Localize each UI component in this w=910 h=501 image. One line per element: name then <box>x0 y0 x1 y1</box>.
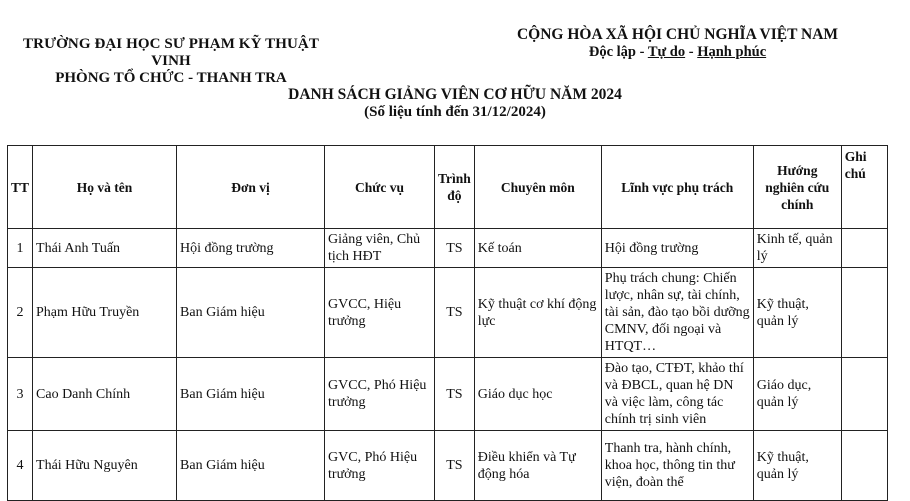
cell-unit: Ban Giám hiệu <box>177 431 325 501</box>
country-name: CỘNG HÒA XÃ HỘI CHỦ NGHĨA VIỆT NAM <box>516 26 839 43</box>
col-header-name: Họ và tên <box>33 146 177 229</box>
motto-independence: Độc lập <box>588 44 636 60</box>
cell-major: Kế toán <box>474 229 601 268</box>
cell-note <box>841 431 887 501</box>
department-name: PHÒNG TỔ CHỨC - THANH TRA <box>55 70 287 86</box>
cell-tt: 4 <box>8 431 33 501</box>
cell-field: Hội đồng trường <box>601 229 753 268</box>
cell-name: Thái Hữu Nguyên <box>33 431 177 501</box>
cell-note <box>841 268 887 358</box>
motto-separator: - <box>635 44 648 60</box>
cell-degree: TS <box>435 358 475 431</box>
col-header-degree: Trình độ <box>435 146 475 229</box>
cell-name: Cao Danh Chính <box>33 358 177 431</box>
university-name: TRƯỜNG ĐẠI HỌC SƯ PHẠM KỸ THUẬT VINH <box>23 36 319 69</box>
document-subtitle: (Số liệu tính đến 31/12/2024) <box>364 104 546 120</box>
cell-note <box>841 358 887 431</box>
institution-header <box>6 36 336 87</box>
table-row <box>8 358 888 431</box>
table-row <box>8 229 888 268</box>
cell-name: Thái Anh Tuấn <box>33 229 177 268</box>
col-header-unit: Đơn vị <box>177 146 325 229</box>
motto-freedom: Tự do <box>647 44 686 60</box>
cell-field: Phụ trách chung: Chiến lược, nhân sự, tài chính, tài sản, đào tạo bồi dưỡng CMNV, đối ngoại và HTQT… <box>601 268 753 358</box>
cell-field: Thanh tra, hành chính, khoa học, thông tin thư viện, đoàn thể <box>601 431 753 501</box>
cell-research: Kỹ thuật, quản lý <box>753 268 841 358</box>
cell-major: Giáo dục học <box>474 358 601 431</box>
cell-degree: TS <box>435 229 475 268</box>
cell-tt: 2 <box>8 268 33 358</box>
cell-field: Đào tạo, CTĐT, khảo thí và ĐBCL, quan hệ DN và việc làm, công tác chính trị sinh viên <box>601 358 753 431</box>
cell-degree: TS <box>435 431 475 501</box>
col-header-field: Lĩnh vực phụ trách <box>601 146 753 229</box>
cell-research: Kinh tế, quản lý <box>753 229 841 268</box>
document-title: DANH SÁCH GIẢNG VIÊN CƠ HỮU NĂM 2024 <box>288 86 622 103</box>
cell-degree: TS <box>435 268 475 358</box>
col-header-research: Hướng nghiên cứu chính <box>753 146 841 229</box>
table-row <box>8 268 888 358</box>
cell-tt: 3 <box>8 358 33 431</box>
cell-research: Giáo dục, quản lý <box>753 358 841 431</box>
cell-research: Kỹ thuật, quản lý <box>753 431 841 501</box>
table-header-row <box>8 146 888 229</box>
motto-happiness: Hạnh phúc <box>697 44 767 60</box>
cell-unit: Ban Giám hiệu <box>177 358 325 431</box>
lecturer-table <box>7 145 888 501</box>
col-header-tt: TT <box>8 146 33 229</box>
cell-name: Phạm Hữu Truyền <box>33 268 177 358</box>
cell-major: Kỹ thuật cơ khí động lực <box>474 268 601 358</box>
cell-unit: Hội đồng trường <box>177 229 325 268</box>
national-header <box>505 26 850 61</box>
cell-position: GVC, Phó Hiệu trưởng <box>325 431 435 501</box>
col-header-position: Chức vụ <box>325 146 435 229</box>
col-header-major: Chuyên môn <box>474 146 601 229</box>
cell-position: Giảng viên, Chủ tịch HĐT <box>325 229 435 268</box>
cell-note <box>841 229 887 268</box>
col-header-note: Ghi chú <box>841 146 887 229</box>
motto-separator: - <box>685 44 698 60</box>
cell-tt: 1 <box>8 229 33 268</box>
national-motto <box>505 44 850 61</box>
cell-position: GVCC, Phó Hiệu trưởng <box>325 358 435 431</box>
table-row <box>8 431 888 501</box>
cell-unit: Ban Giám hiệu <box>177 268 325 358</box>
cell-position: GVCC, Hiệu trưởng <box>325 268 435 358</box>
cell-major: Điều khiển và Tự động hóa <box>474 431 601 501</box>
